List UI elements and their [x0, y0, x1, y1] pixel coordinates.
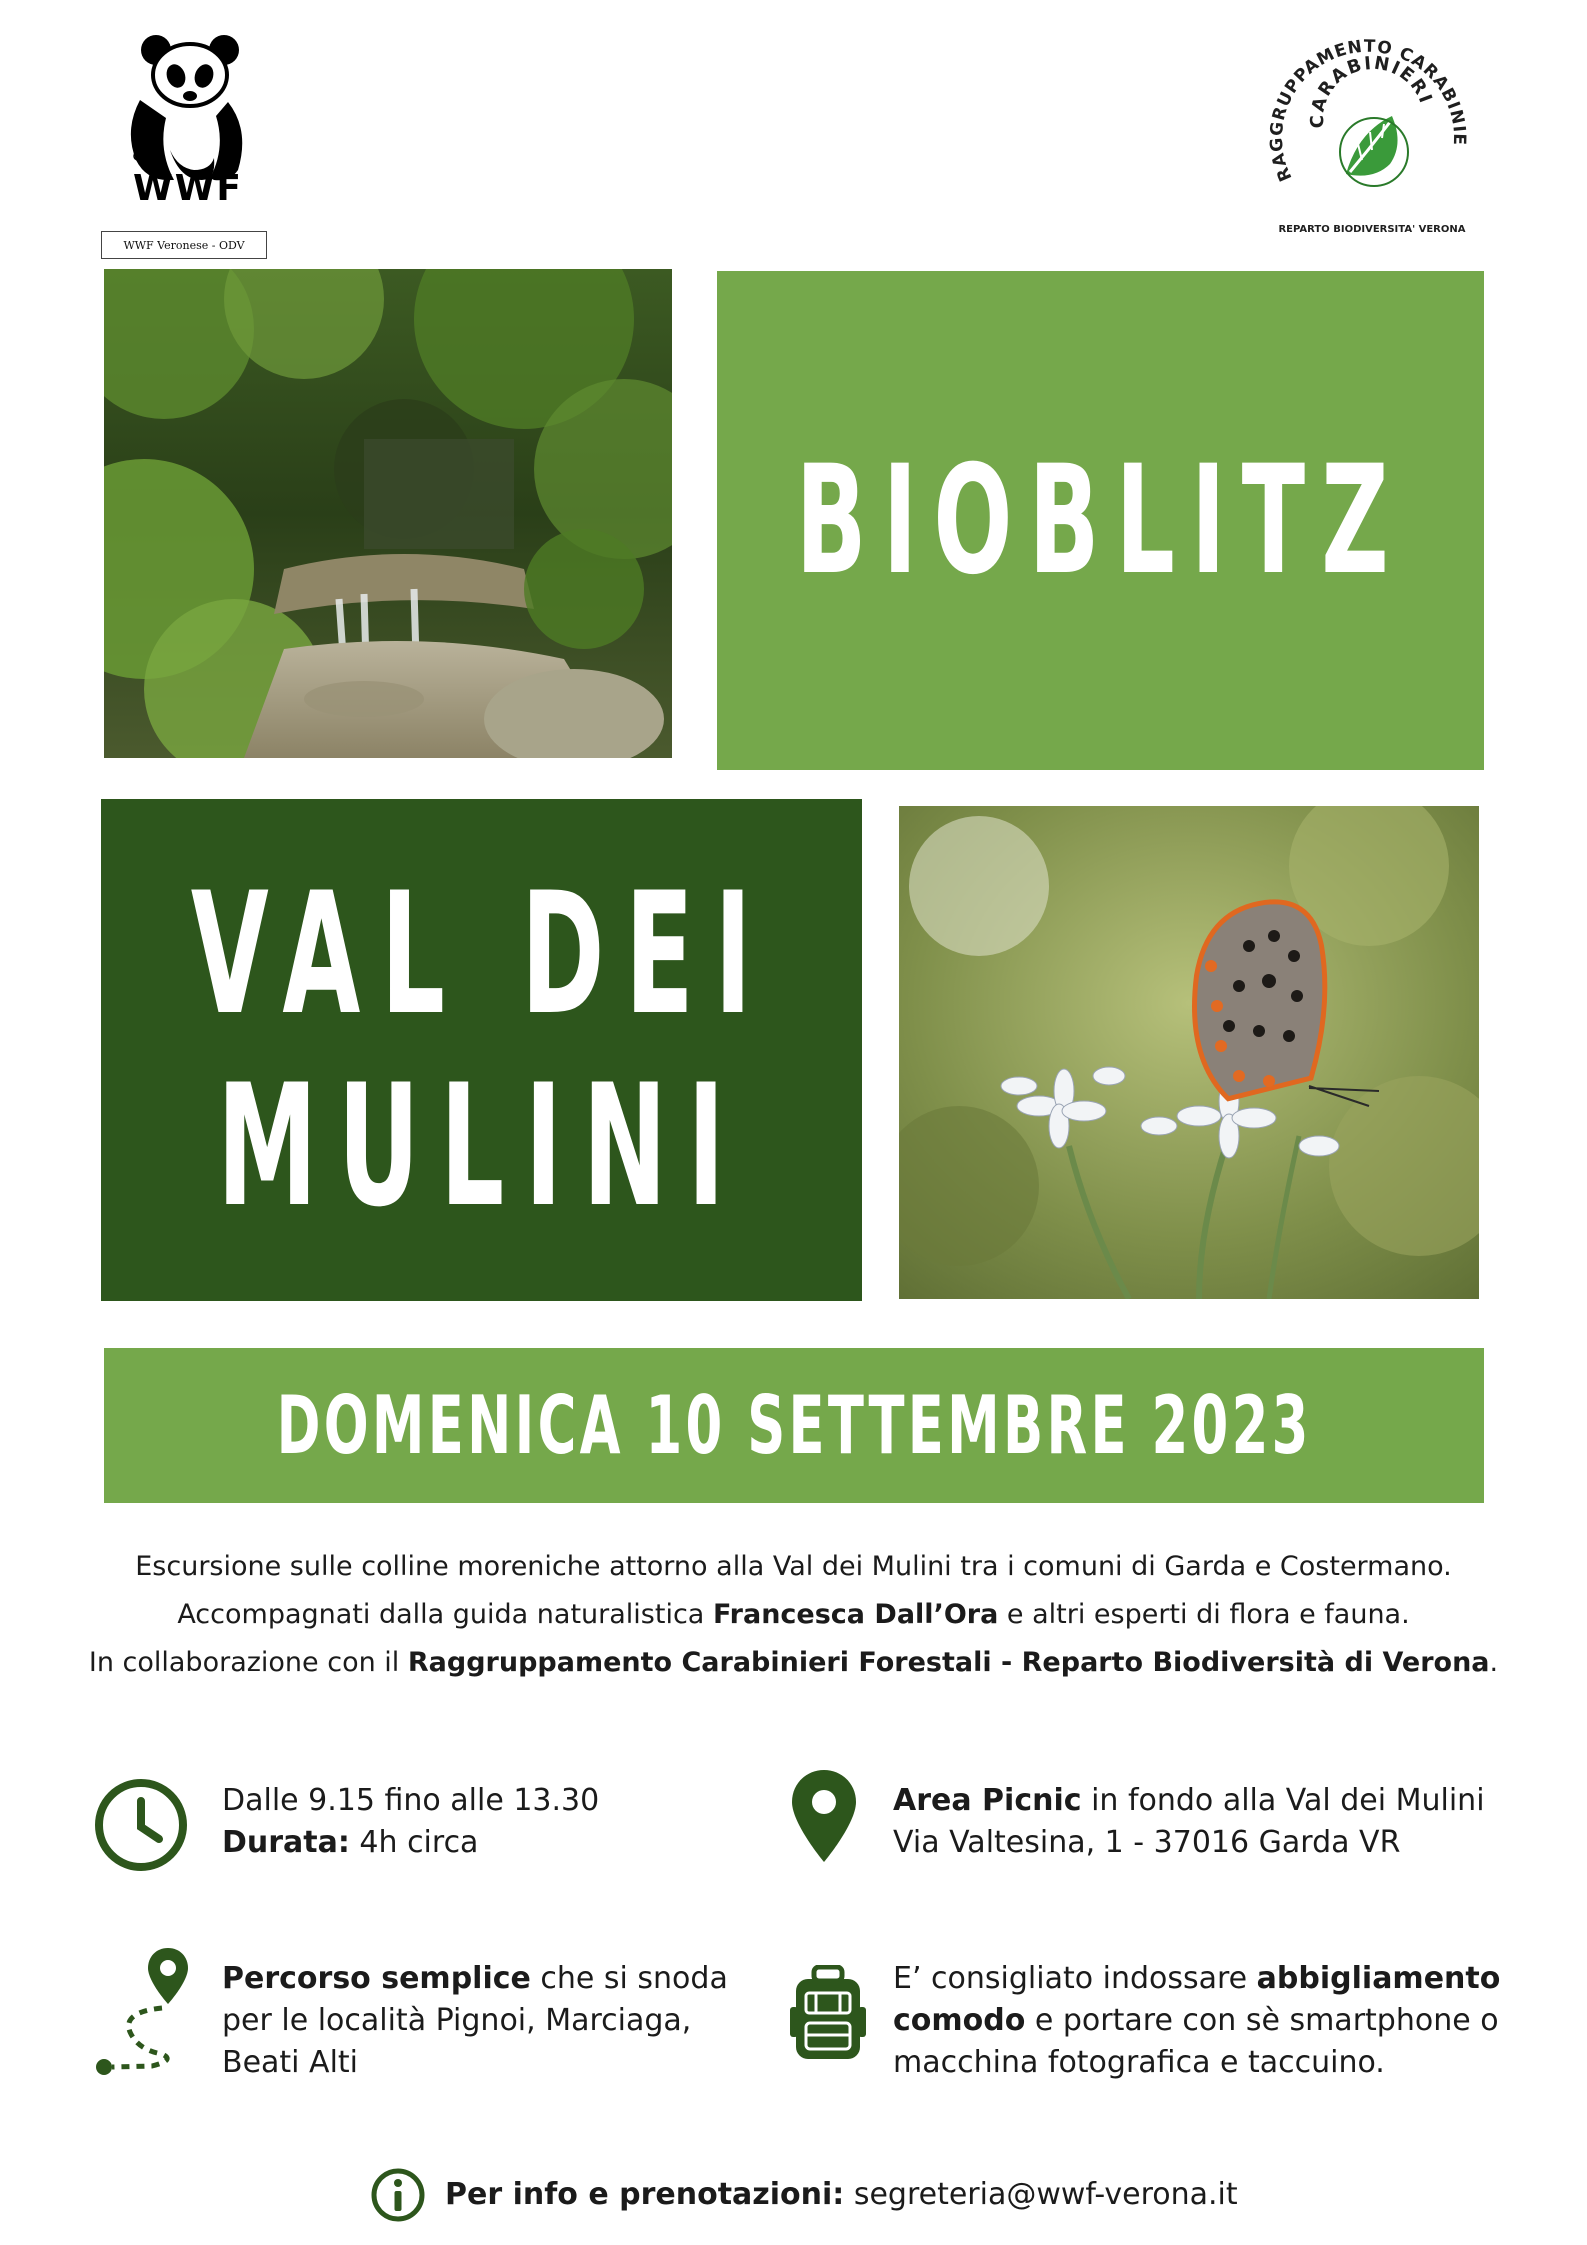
logo-subtitle: REPARTO BIODIVERSITA' VERONA [1278, 224, 1466, 235]
gear-info [893, 1958, 1500, 2084]
duration: Durata: 4h circa [222, 1825, 479, 1860]
wwf-panda-logo [118, 30, 258, 210]
wwf-org-label: WWF Veronese - ODV [101, 231, 267, 259]
time-range: Dalle 9.15 fino alle 13.30 [222, 1783, 600, 1818]
location-pin-icon [790, 1768, 858, 1864]
route-line-1: Percorso semplice che si snoda [222, 1961, 728, 1996]
gear-line-2: comodo e portare con sè smartphone o [893, 2003, 1499, 2038]
date-banner [104, 1348, 1484, 1503]
time-info [222, 1780, 599, 1864]
photo-forest-stream [104, 269, 672, 758]
description-line-3: In collaborazione con il Raggruppamento Carabinieri Forestali - Reparto Biodiversità di Verona. [88, 1647, 1499, 1678]
wwf-logo-text: WWF [132, 168, 243, 209]
clock-icon [93, 1777, 189, 1873]
place-address: Via Valtesina, 1 - 37016 Garda VR [893, 1825, 1401, 1860]
contact-label: Per info e prenotazioni: [445, 2177, 845, 2212]
description-line-2: Accompagnati dalla guida naturalistica Francesca Dall’Ora e altri esperti di flora e fauna. [177, 1599, 1410, 1630]
gear-line-3: macchina fotografica e taccuino. [893, 2045, 1385, 2080]
location-title-line2: MULINI [217, 1048, 746, 1244]
title-banner [717, 271, 1484, 770]
logo-ring-outer-text: RAGGRUPPAMENTO CARABINIE [1266, 36, 1470, 185]
info-icon [370, 2167, 426, 2223]
description-line-1: Escursione sulle colline moreniche attorno alla Val dei Mulini tra i comuni di Garda e Costermano. [135, 1551, 1452, 1582]
gear-line-1: E’ consigliato indossare abbigliamento [893, 1961, 1501, 1996]
location-title-line1: VAL DEI [190, 856, 773, 1052]
route-icon [92, 1942, 192, 2078]
carabinieri-biodiversita-logo [1262, 28, 1482, 242]
contact-info [445, 2174, 1238, 2216]
route-line-3: Beati Alti [222, 2045, 359, 2080]
backpack-icon [790, 1965, 866, 2061]
route-line-2: per le località Pignoi, Marciaga, [222, 2003, 692, 2038]
place-name: Area Picnic in fondo alla Val dei Mulini [893, 1783, 1485, 1818]
event-date: DOMENICA 10 SETTEMBRE 2023 [276, 1379, 1312, 1472]
logo-ring-inner-text: CARABINIERI [1307, 52, 1437, 129]
place-info [893, 1780, 1485, 1864]
route-info [222, 1958, 728, 2084]
event-description [70, 1543, 1517, 1687]
photo-butterfly-on-flower [899, 806, 1479, 1299]
location-banner [101, 799, 862, 1301]
event-title: BIOBLITZ [795, 433, 1406, 608]
contact-email[interactable]: segreteria@wwf-verona.it [844, 2177, 1238, 2212]
